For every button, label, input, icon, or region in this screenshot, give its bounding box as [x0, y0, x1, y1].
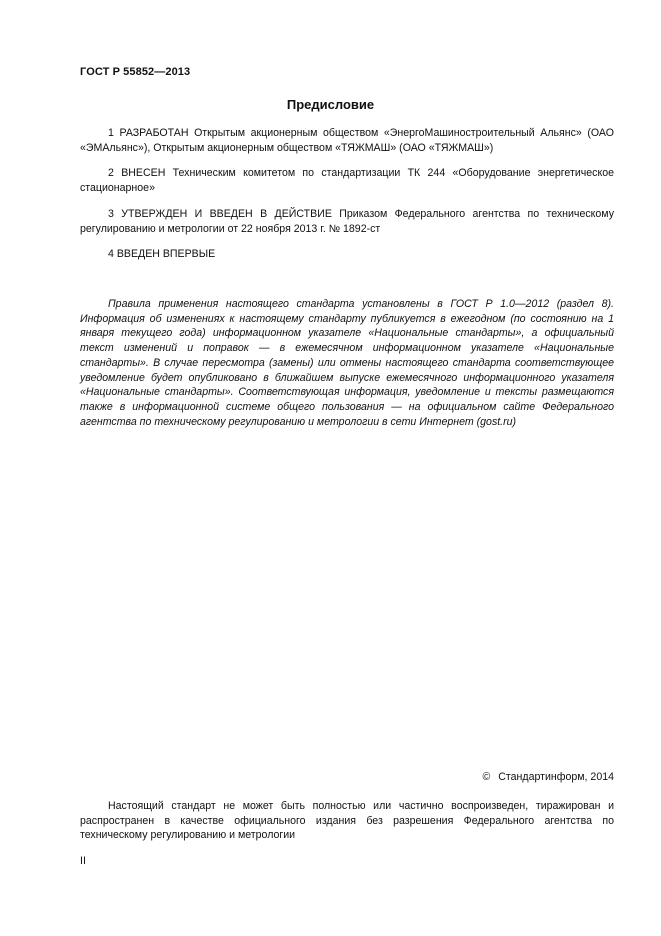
foreword-item-approved: 3 УТВЕРЖДЕН И ВВЕДЕН В ДЕЙСТВИЕ Приказом Федерального агентства по техническому регулированию и метрологии от 22 ноября 2013 г. № 1892-ст — [80, 208, 614, 235]
document-code: ГОСТ Р 55852—2013 — [80, 66, 191, 78]
reproduction-notice: Настоящий стандарт не может быть полностью или частично воспроизведен, тиражирован и распространен в качестве официального издания без разрешения Федерального агентства по техническому регулированию и метрологии — [80, 800, 614, 842]
copyright-line — [482, 771, 614, 783]
page-number: II — [80, 855, 86, 867]
copyright-icon: © — [482, 771, 491, 783]
foreword-item-first-introduced: 4 ВВЕДЕН ВПЕРВЫЕ — [108, 248, 216, 260]
foreword-item-introduced: 2 ВНЕСЕН Техническим комитетом по стандартизации ТК 244 «Оборудование энергетическое стационарное» — [80, 167, 614, 194]
foreword-item-developed: 1 РАЗРАБОТАН Открытым акционерным обществом «ЭнергоМашиностроительный Альянс» (ОАО «ЭМАльянс»), Открытым акционерным обществом «ТЯЖМАШ» (ОАО «ТЯЖМАШ») — [80, 127, 614, 154]
section-title: Предисловие — [286, 97, 375, 112]
copyright-text: Стандартинформ, 2014 — [498, 771, 614, 783]
application-rules-notice: Правила применения настоящего стандарта установлены в ГОСТ Р 1.0—2012 (раздел 8). Информация об изменениях к настоящему стандарту публикуется в ежегодном (по состоянию на 1 января текущего года) информационном указателе «Национальные стандарты», а официальный текст изменений и поправок — в ежемесячном информационном указателе «Национальные стандарты». В случае пересмотра (замены) или отмены настоящего стандарта соответствующее уведомление будет опубликовано в ближайшем выпуске ежемесячного информационного указателя «Национальные стандарты». Соответствующая информация, уведомление и тексты размещаются также в информационной системе общего пользования — на официальном сайте Федерального агентства по техническому регулированию и метрологии в сети Интернет (gost.ru) — [80, 298, 614, 428]
